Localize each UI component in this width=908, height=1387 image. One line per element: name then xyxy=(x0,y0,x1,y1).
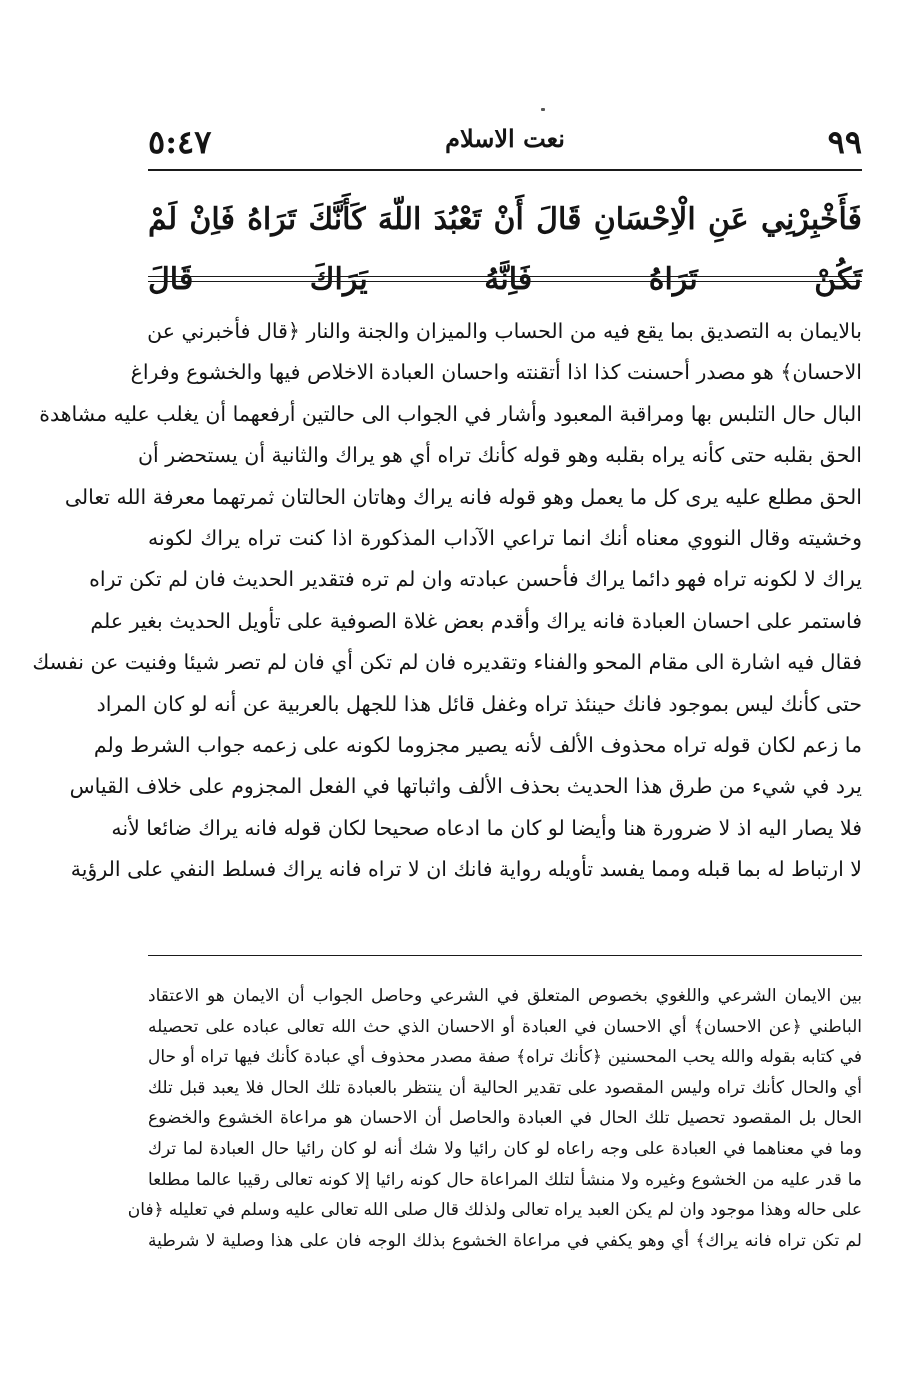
page-number: ٩٩ xyxy=(827,123,862,161)
footnote-line: لم تكن تراه فانه يراك﴾ أي وهو يكفي في مراعاة الخشوع بذلك الوجه فان على هذا وصلية لا شرطية xyxy=(148,1230,862,1251)
header-rule xyxy=(148,169,862,171)
footnote-line: ما قدر عليه من الخشوع وغيره ولا منشأ لتلك المراعاة حال كونه رائيا إلا كونه تعالى رقيبا عالما مطلعا xyxy=(148,1169,862,1190)
commentary-line: فاستمر على احسان العبادة فانه يراك وأقدم بعض غلاة الصوفية على تأويل الحديث بغير علم xyxy=(90,608,862,633)
footnote-line: الحال بل المقصود تحصيل تلك الحال في العبادة والحاصل أن الاحسان هو مراعاة الخشوع والخضوع xyxy=(148,1108,862,1129)
commentary-line: الحق مطلع عليه يرى كل ما يعمل وهو قوله فانه يراك وهاتان الحالتان ثمرتهما معرفة الله تعالى xyxy=(64,484,862,509)
commentary-line: يراك لا لكونه تراه فهو دائما يراك فأحسن عبادته وان لم تره فتقدير الحديث فان لم تكن تراه xyxy=(89,567,862,592)
ink-mark xyxy=(541,108,545,111)
footnote-line: الباطني ﴿عن الاحسان﴾ أي الاحسان في العبادة أو الاحسان الذي حث الله تعالى عباده على تحصيله xyxy=(148,1016,862,1037)
footnote-line: في كتابه بقوله والله يحب المحسنين ﴿كأنك تراه﴾ صفة مصدر محذوف أي عبادة كأنك فيها تراه أو حال xyxy=(148,1047,862,1068)
footnote-block xyxy=(127,981,862,1256)
commentary-block xyxy=(32,311,862,890)
commentary-line: لا ارتباط له بما قبله ومما يفسد تأويله رواية فانك ان لا تراه فانه يراك فسلط النفي على الرؤية xyxy=(70,857,862,882)
commentary-line: وخشيته وقال النووي معناه أنك انما تراعي الآداب المذكورة اذا كنت تراه يراك لكونه xyxy=(148,525,862,550)
commentary-line: حتى كأنك ليس بموجود فانك حينئذ تراه وغفل قائل هذا للجهل بالعربية عن أنه لو كان المراد xyxy=(96,691,862,716)
running-title: نعت الاسلام xyxy=(445,124,565,153)
commentary-line: يرد في شيء من طرق هذا الحديث بحذف الألف واثباتها في الفعل المجزوم على خلاف القياس xyxy=(69,774,862,799)
hadith-reference: ٥:٤٧ xyxy=(148,123,212,161)
footnote-line: بين الايمان الشرعي واللغوي بخصوص المتعلق في الشرعي وحاصل الجواب أن الايمان هو الاعتقاد xyxy=(148,986,862,1006)
double-rule xyxy=(148,276,862,282)
commentary-line: البال حال التلبس بها ومراقبة المعبود وأشار في الجواب الى حالتين أرفعهما أن يغلب عليه مشاهدة xyxy=(39,401,862,426)
commentary-line: فلا يصار اليه اذ لا ضرورة هنا وأيضا لو كان ما ادعاه صحيحا لكان قوله فانه يراك ضائعا لأنه xyxy=(111,815,862,840)
footnote-line: أي والحال كأنك تراه وليس المقصود على تقدير الحالية أن ينتظر بالعبادة تلك الحال فلا يعبد قبل تلك xyxy=(148,1077,862,1098)
commentary-line: فقال فيه اشارة الى مقام المحو والفناء وتقديره فان لم تكن أي فان لم تصر شيئا وفنيت عن نفسك xyxy=(32,650,862,675)
page-header xyxy=(148,118,862,166)
footnote-line: على حاله وهذا موجود وان لم يكن العبد يراه تعالى ولذلك قال صلى الله تعالى عليه وسلم في تعليله ﴿فان xyxy=(127,1200,862,1221)
commentary-line: ما زعم لكان قوله تراه محذوف الألف لأنه يصير مجزوما لكونه على زعمه جواب الشرط ولم xyxy=(93,732,862,757)
hadith-text: فَأَخْبِرْنِي عَنِ الْاِحْسَانِ قَالَ أَنْ تَعْبُدَ اللّهَ كَأَنَّكَ تَرَاهُ فَاِنْ لَمْ تَكُنْ تَرَاهُ فَاِنَّهُ يَرَاكَ قَالَ xyxy=(148,202,862,297)
footnote-separator xyxy=(148,955,862,956)
commentary-line: بالايمان به التصديق بما يقع فيه من الحساب والميزان والجنة والنار ﴿قال فأخبرني عن xyxy=(147,319,862,343)
commentary-line: الاحسان﴾ هو مصدر أحسنت كذا اذا أتقنته واحسان العبادة الاخلاص فيها والخشوع وفراغ xyxy=(130,360,862,385)
footnote-line: وما في معناهما في العبادة على وجه راعاه لو كان رائيا ولا شك أنه لو كان رائيا حال العبادة لما ترك xyxy=(148,1138,862,1159)
commentary-line: الحق بقلبه حتى كأنه يراه بقلبه وهو قوله كأنك تراه أي هو يراك والثانية أن يستحضر أن xyxy=(138,443,862,468)
